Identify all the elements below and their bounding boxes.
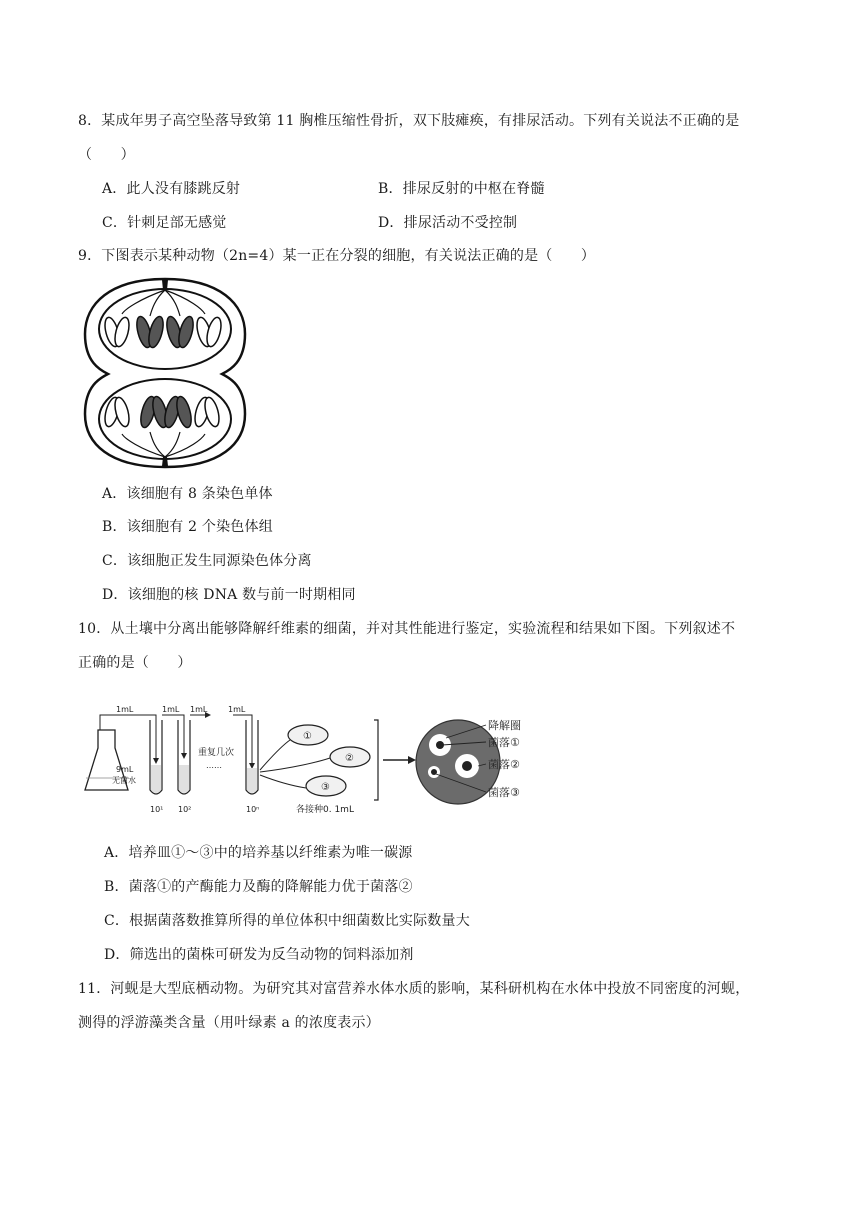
- repeat-dots: ……: [206, 761, 222, 770]
- q9-stem: 9．下图表示某种动物（2n=4）某一正在分裂的细胞，有关说法正确的是（ ）: [78, 248, 596, 264]
- repeat-label: 重复几次: [198, 748, 235, 758]
- q8-stem-line1: 8．某成年男子高空坠落导致第 11 胸椎压缩性骨折，双下肢瘫痪，有排尿活动。下列有关说法不正确的是: [78, 113, 740, 129]
- transfer-label-3: 1mL: [190, 705, 208, 714]
- transfer-label-4: 1mL: [228, 705, 246, 714]
- inoculate-label: 各接种0. 1mL: [296, 805, 354, 815]
- q11-stem-line1: 11．河蚬是大型底栖动物。为研究其对富营养水体水质的影响，某科研机构在水体中投放不同密度的河蚬，: [78, 981, 750, 997]
- tube-label-2: 10²: [178, 805, 192, 814]
- q8-option-a: A．此人没有膝跳反射: [102, 181, 241, 197]
- plate-label-1: ①: [303, 731, 312, 742]
- transfer-label-1: 1mL: [116, 705, 134, 714]
- q10-stem-line2: 正确的是（ ）: [78, 655, 192, 671]
- dilution-experiment-figure: [78, 700, 538, 830]
- q11-stem-line2: 测得的浮游藻类含量（用叶绿素 a 的浓度表示）: [78, 1015, 380, 1031]
- legend-colony-3: 菌落③: [488, 786, 520, 799]
- q9-option-b: B．该细胞有 2 个染色体组: [102, 519, 273, 535]
- legend-colony-1: 菌落①: [488, 736, 520, 749]
- q10-option-c: C．根据菌落数推算所得的单位体积中细菌数比实际数量大: [104, 913, 470, 929]
- q10-option-a: A．培养皿①～③中的培养基以纤维素为唯一碳源: [104, 845, 413, 861]
- flask-label-volume: 9mL: [116, 765, 134, 774]
- plate-label-2: ②: [345, 753, 354, 764]
- tube-label-1: 10¹: [150, 805, 164, 814]
- transfer-label-2: 1mL: [162, 705, 180, 714]
- q9-option-a: A．该细胞有 8 条染色单体: [102, 486, 273, 502]
- q9-option-c: C．该细胞正发生同源染色体分离: [102, 553, 312, 569]
- legend-zone: 降解圈: [488, 719, 521, 732]
- q9-option-d: D．该细胞的核 DNA 数与前一时期相同: [102, 587, 356, 603]
- dividing-cell-figure: [80, 274, 250, 474]
- q8-stem-line2: （ ）: [78, 147, 135, 163]
- tube-label-n: 10ⁿ: [246, 805, 260, 814]
- q10-stem-line1: 10．从土壤中分离出能够降解纤维素的细菌，并对其性能进行鉴定，实验流程和结果如下图。下列叙述不: [78, 621, 736, 637]
- flask-label-water: 无菌水: [112, 776, 136, 785]
- q10-option-d: D．筛选出的菌株可研发为反刍动物的饲料添加剂: [104, 947, 414, 963]
- legend-colony-2: 菌落②: [488, 758, 520, 771]
- plate-label-3: ③: [321, 782, 330, 793]
- q8-option-d: D．排尿活动不受控制: [378, 215, 518, 231]
- q8-option-c: C．针刺足部无感觉: [102, 215, 227, 231]
- q10-option-b: B．菌落①的产酶能力及酶的降解能力优于菌落②: [104, 879, 413, 895]
- q8-option-b: B．排尿反射的中枢在脊髓: [378, 181, 545, 197]
